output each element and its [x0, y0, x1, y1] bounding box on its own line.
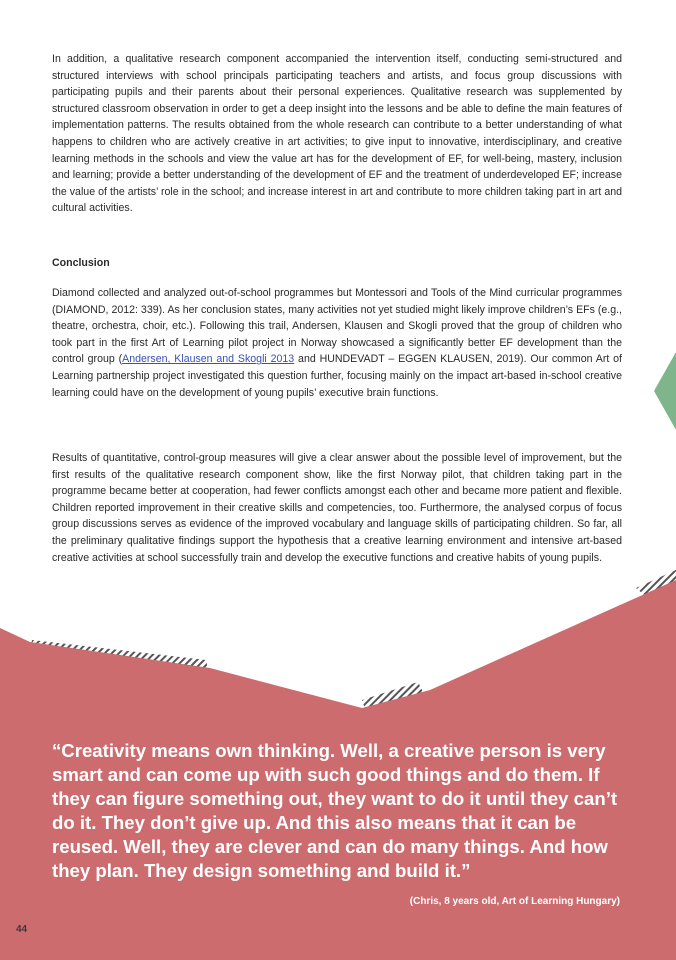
body-paragraph: Results of quantitative, control-group measures will give a clear answer about the possible level of improvement, but the first results of the qualitative research component show, like the first Norway pilot, that children taking part in the programme became better at cooperation, had fewer conflicts amongst each other and became more patient and flexible. Children reported improvement in their creative skills and competencies, too. Furthermore, the analysed corpus of focus group discussions serves as evidence of the improved vocabulary and language skills of participating children. So far, all the preliminary qualitative findings support the hypothesis that a creative learning environment and intensive art-based creative activities at school successfully train and develop the executive functions and creative habits of young pupils.: [52, 452, 622, 564]
side-tab-green: [654, 352, 676, 430]
body-paragraph: [52, 285, 622, 401]
body-paragraph: In addition, a qualitative research component accompanied the intervention itself, conducting semi-structured and structured interviews with school principals participating teachers and artists, and focus group discussions with participating pupils and their parents about their personal experiences. Qualitative research was supplemented by structured classroom observation in order to get a deep insight into the lessons and be able to define the main features of implementation patterns. The results obtained from the whole research can contribute to a better understanding of what happens to children who are actively creative in art activities; to give input to innovative, interdisciplinary, and creative learning methods in the schools and view the value art has for the development of EF, for well-being, mastery, inclusion and learning; provide a better understanding of the development of EF and the treatment of underdeveloped EF; increase the value of the artists’ role in the school; and increase interest in art and contribute to more children taking part in art and cultural activities.: [52, 53, 622, 215]
citation-link[interactable]: Andersen, Klausen and Skogli 2013: [122, 353, 295, 366]
paragraph-text: Diamond collected and analyzed out-of-school programmes but Montessori and Tools of the Mind curricular programmes (DIAMOND, 2012: 339). As her conclusion states, many activities not yet studied might likely improve children’s EFs (e.g., theatre, orchestra, choir, etc.). Following this trail, Andersen, Klausen and Skogli proved that the group of children who took part in the first Art of Learning pilot project in Norway showcased a significantly better EF development than the control group (: [52, 287, 622, 366]
paragraph-text: and HUNDEVADT – EGGEN KLAUSEN, 2019). Our common Art of Learning partnership project investigated this question further, focusing mainly on the impact art-based in-school creative learning could have on the development of young pupils’ executive brain functions.: [52, 353, 622, 399]
quote-attribution: (Chris, 8 years old, Art of Learning Hungary): [409, 896, 620, 907]
pull-quote: “Creativity means own thinking. Well, a creative person is very smart and can come up with such good things and do them. If they can figure something out, they want to do it until they can’t do it. They don’t give up. And this also means that it can be reused. Well, they are clever and can do many things. And how they plan. They design something and build it.”: [52, 740, 618, 881]
page-number: 44: [16, 924, 28, 935]
section-heading: Conclusion: [52, 257, 110, 269]
